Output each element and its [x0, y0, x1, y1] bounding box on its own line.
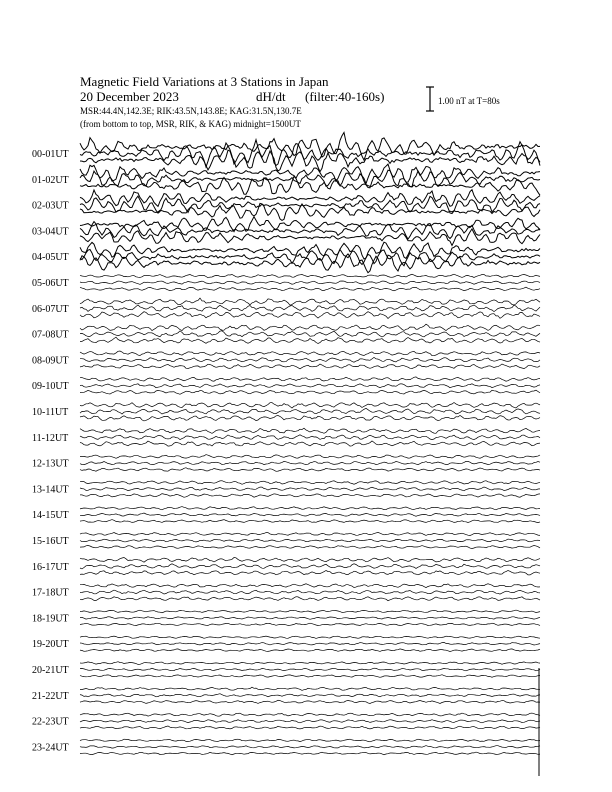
trace-kag: [80, 481, 540, 485]
trace-msr: [80, 150, 540, 172]
trace-msr: [80, 254, 540, 273]
row-label: 11-12UT: [32, 432, 69, 444]
row-label: 20-21UT: [32, 665, 69, 676]
trace-msr: [80, 287, 540, 291]
row-label: 08-09UT: [32, 355, 69, 367]
row-label: 03-04UT: [32, 226, 69, 238]
row-label: 10-11UT: [32, 407, 69, 418]
row-label: 14-15UT: [32, 510, 69, 522]
trace-kag: [80, 133, 540, 161]
trace-kag: [80, 190, 540, 207]
trace-msr: [80, 390, 540, 394]
row-label: 02-03UT: [32, 200, 69, 212]
trace-kag: [80, 324, 540, 330]
trace-kag: [80, 274, 540, 278]
trace-msr: [80, 415, 540, 421]
trace-rik: [80, 513, 540, 516]
trace-kag: [80, 739, 540, 742]
trace-rik: [80, 668, 540, 671]
trace-kag: [80, 558, 540, 563]
row-label: 06-07UT: [32, 303, 69, 315]
scale-label: 1.00 nT at T=80s: [438, 96, 500, 106]
trace-kag: [80, 298, 540, 305]
row-label: 09-10UT: [32, 381, 69, 393]
trace-rik: [80, 384, 540, 388]
row-label: 13-14UT: [32, 484, 69, 496]
trace-kag: [80, 242, 540, 259]
trace-rik: [80, 564, 540, 569]
trace-msr: [80, 571, 540, 575]
trace-rik: [80, 642, 540, 645]
trace-rik: [80, 408, 540, 414]
trace-kag: [80, 687, 540, 690]
row-label: 01-02UT: [32, 174, 69, 186]
trace-kag: [80, 532, 540, 535]
chart-quantity: dH/dt: [256, 89, 286, 104]
trace-rik: [80, 357, 540, 362]
chart-title: Magnetic Field Variations at 3 Stations in Japan: [80, 74, 329, 89]
trace-kag: [80, 636, 540, 638]
trace-msr: [80, 229, 540, 246]
trace-msr: [80, 364, 540, 369]
row-label: 05-06UT: [32, 278, 69, 289]
chart-stations: MSR:44.4N,142.3E; RIK:43.5N,143.8E; KAG:31.5N,130.7E: [80, 106, 302, 116]
row-label: 16-17UT: [32, 561, 69, 573]
trace-msr: [80, 726, 540, 729]
row-label: 19-20UT: [32, 639, 69, 651]
trace-kag: [80, 428, 540, 433]
trace-kag: [80, 507, 540, 510]
chart-order-note: (from bottom to top, MSR, RIK, & KAG) midnight=1500UT: [80, 119, 301, 129]
trace-rik: [80, 461, 540, 464]
trace-msr: [80, 597, 540, 601]
trace-kag: [80, 584, 540, 588]
row-label: 23-24UT: [32, 742, 69, 754]
trace-kag: [80, 377, 540, 381]
trace-kag: [80, 403, 540, 409]
row-label: 22-23UT: [32, 716, 69, 728]
trace-msr: [80, 494, 540, 498]
trace-msr: [80, 468, 540, 472]
trace-msr: [80, 752, 540, 755]
scale-bar: [426, 87, 500, 111]
row-label: 18-19UT: [32, 613, 69, 625]
trace-rik: [80, 305, 540, 312]
row-label: 21-22UT: [32, 690, 69, 702]
trace-rik: [80, 746, 540, 749]
row-label: 12-13UT: [32, 458, 69, 470]
trace-msr: [80, 700, 540, 703]
trace-rik: [80, 331, 540, 337]
trace-kag: [80, 662, 540, 665]
chart-date: 20 December 2023: [80, 89, 179, 104]
trace-rik: [80, 140, 540, 167]
trace-rik: [80, 281, 540, 284]
trace-msr: [80, 623, 540, 625]
trace-msr: [80, 312, 540, 319]
row-label: 00-01UT: [32, 149, 69, 160]
trace-msr: [80, 546, 540, 549]
row-label: 15-16UT: [32, 536, 69, 547]
trace-rows: [32, 133, 540, 777]
trace-kag: [80, 164, 540, 184]
trace-msr: [80, 520, 540, 523]
trace-msr: [80, 441, 540, 446]
trace-msr: [80, 337, 540, 343]
row-label: 07-08UT: [32, 329, 69, 341]
row-label: 04-05UT: [32, 252, 69, 264]
trace-rik: [80, 590, 540, 594]
trace-rik: [80, 720, 540, 723]
row-label: 17-18UT: [32, 587, 69, 599]
trace-kag: [80, 713, 540, 716]
trace-msr: [80, 649, 540, 652]
trace-kag: [80, 610, 540, 613]
trace-rik: [80, 617, 540, 620]
trace-rik: [80, 487, 540, 491]
trace-rik: [80, 435, 540, 440]
chart-filter: (filter:40-160s): [305, 89, 385, 104]
trace-kag: [80, 455, 540, 459]
trace-rik: [80, 539, 540, 542]
trace-msr: [80, 675, 540, 678]
trace-kag: [80, 351, 540, 356]
trace-rik: [80, 694, 540, 697]
